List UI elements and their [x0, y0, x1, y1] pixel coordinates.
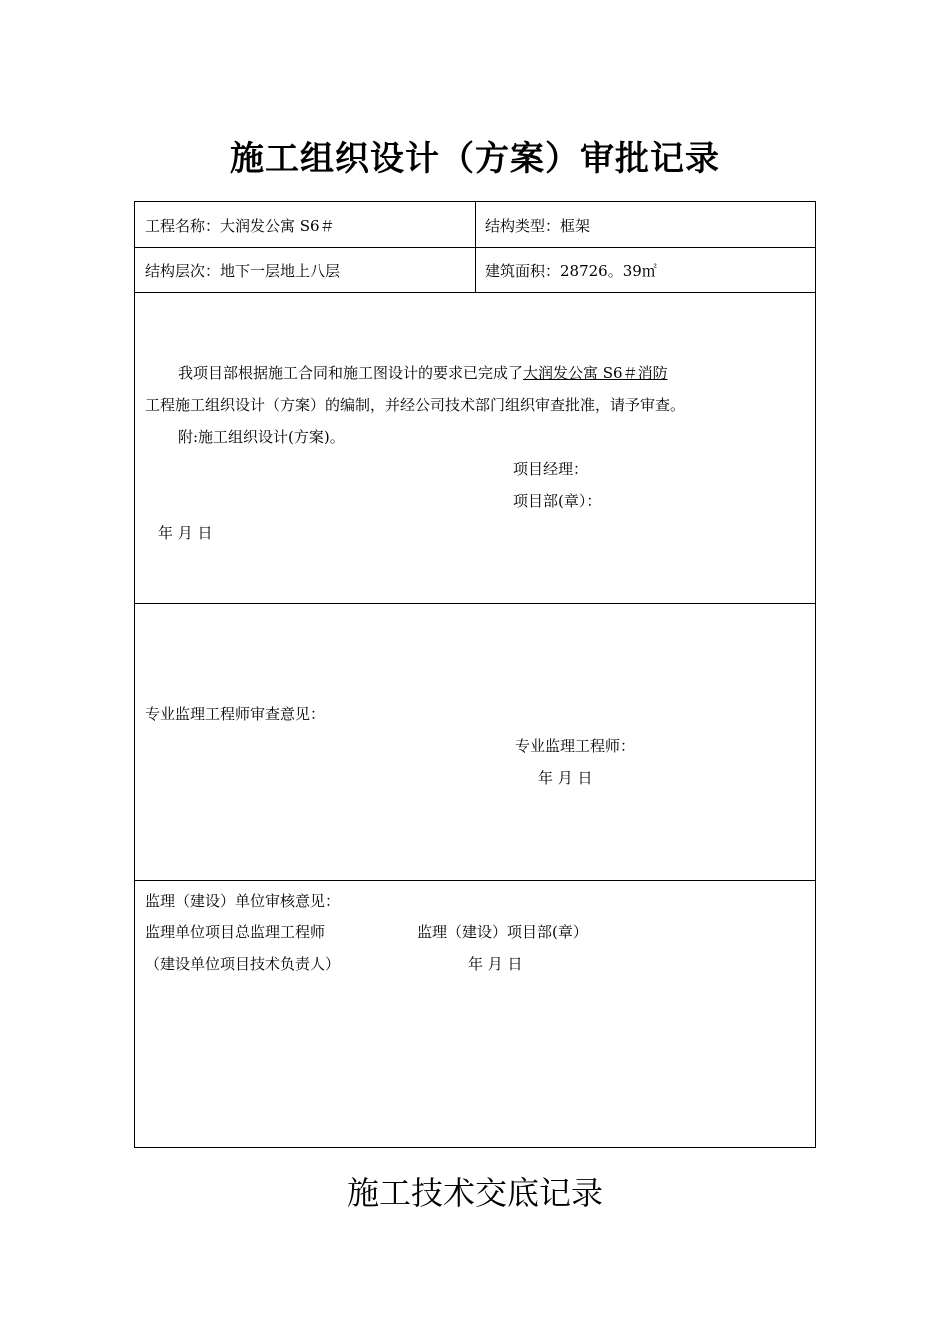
project-department-seal-label: 项目部(章）： — [513, 492, 602, 510]
application-date: 年 月 日 — [158, 524, 213, 542]
project-manager-label: 项目经理： — [513, 460, 589, 478]
row-divider — [135, 292, 815, 293]
structure-type: 结构类型：框架 — [485, 217, 591, 235]
attachment-note: 附:施工组织设计(方案)。 — [178, 428, 345, 446]
application-line-2: 工程施工组织设计（方案）的编制，并经公司技术部门组织审查批准，请予审查。 — [145, 396, 686, 414]
unit-seal-label: 监理（建设）项目部(章） — [417, 923, 588, 941]
building-area: 建筑面积：28726。39㎡ — [485, 262, 657, 280]
approval-form — [134, 201, 816, 1148]
project-name: 工程名称：大润发公寓 S6＃ — [145, 217, 335, 235]
column-divider — [475, 202, 476, 292]
page-title: 施工组织设计（方案）审批记录 — [230, 139, 720, 179]
row-divider — [135, 880, 815, 881]
engineer-review-date: 年 月 日 — [538, 769, 593, 787]
tech-leader-label: （建设单位项目技术负责人） — [145, 955, 341, 973]
application-line-1-prefix: 我项目部根据施工合同和施工图设计的要求已完成了 — [178, 364, 524, 382]
application-line-1 — [178, 363, 668, 383]
structure-levels: 结构层次：地下一层地上八层 — [145, 262, 341, 280]
next-section-title: 施工技术交底记录 — [346, 1174, 603, 1212]
row-divider — [135, 603, 815, 604]
unit-opinion-label: 监理（建设）单位审核意见： — [145, 892, 341, 910]
chief-engineer-label: 监理单位项目总监理工程师 — [145, 923, 326, 941]
project-underlined: 大润发公寓 S6＃消防 — [523, 364, 668, 382]
engineer-signature-label: 专业监理工程师： — [515, 737, 636, 755]
unit-review-date: 年 月 日 — [468, 955, 523, 973]
engineer-opinion-label: 专业监理工程师审查意见： — [145, 705, 326, 723]
